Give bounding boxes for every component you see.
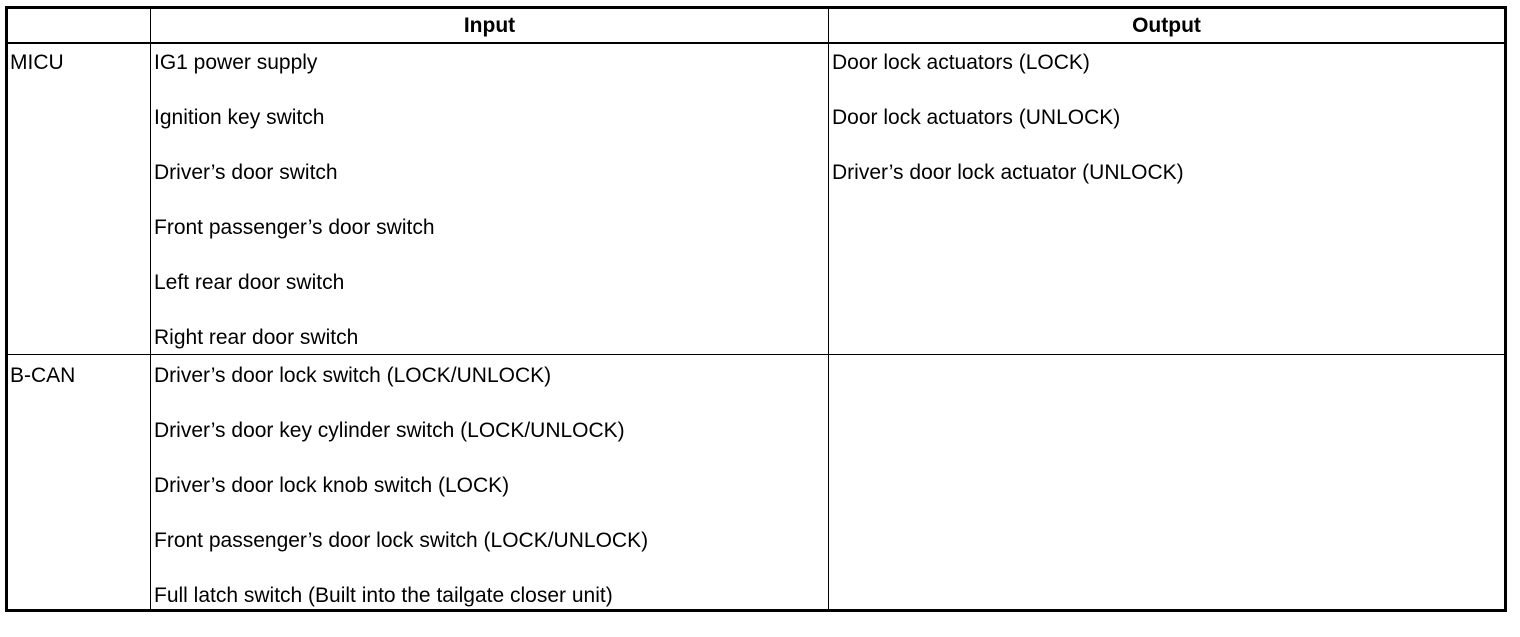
- list-item: Driver’s door lock actuator (UNLOCK): [832, 161, 1184, 184]
- list-item: Door lock actuators (UNLOCK): [832, 106, 1121, 129]
- list-item: Front passenger’s door lock switch (LOCK/UNLOCK): [154, 529, 649, 552]
- input-column-header: Input: [463, 14, 516, 37]
- list-item: Door lock actuators (LOCK): [832, 51, 1090, 74]
- io-table: [5, 6, 1507, 612]
- row-label-micu: MICU: [10, 51, 64, 74]
- row-label-b-can: B-CAN: [10, 364, 76, 387]
- list-item: Driver’s door key cylinder switch (LOCK/UNLOCK): [154, 419, 625, 442]
- list-item: Ignition key switch: [154, 106, 325, 129]
- list-item: Driver’s door lock knob switch (LOCK): [154, 474, 510, 497]
- column-divider: [150, 9, 151, 609]
- output-column-header: Output: [1132, 14, 1201, 37]
- list-item: Full latch switch (Built into the tailgate closer unit): [154, 584, 613, 607]
- micu-output-list: [832, 49, 1184, 214]
- list-item: Front passenger’s door switch: [154, 216, 435, 239]
- list-item: Left rear door switch: [154, 271, 345, 294]
- list-item: Right rear door switch: [154, 326, 359, 349]
- list-item: Driver’s door switch: [154, 161, 338, 184]
- micu-input-list: [154, 49, 435, 379]
- b-can-input-list: [154, 362, 648, 637]
- column-divider: [828, 9, 829, 609]
- list-item: Driver’s door lock switch (LOCK/UNLOCK): [154, 364, 552, 387]
- list-item: IG1 power supply: [154, 51, 318, 74]
- header-divider: [8, 42, 1504, 44]
